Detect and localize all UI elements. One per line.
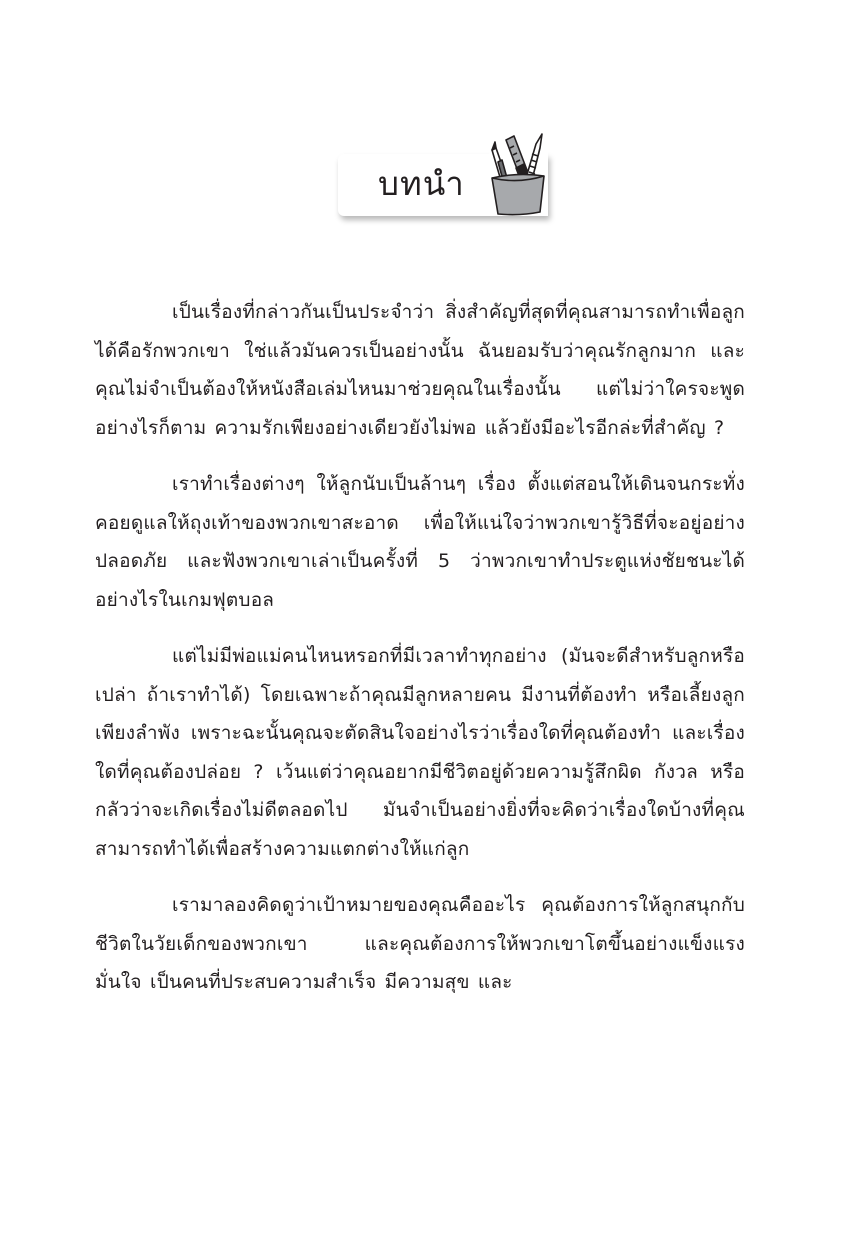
document-body (95, 293, 745, 1020)
paragraph-1: เป็นเรื่องที่กล่าวกันเป็นประจำว่า สิ่งสำคัญที่สุดที่คุณสามารถทำเพื่อลูกได้คือรักพวกเขา ใช่แล้วมันควรเป็นอย่างนั้น ฉันยอมรับว่าคุณรักลูกมาก และคุณไม่จำเป็นต้องให้หนังสือเล่มไหนมาช่วยคุณในเรื่องนั้น แต่ไม่ว่าใครจะพูดอย่างไรก็ตาม ความรักเพียงอย่างเดียวยังไม่พอ แล้วยังมีอะไรอีกล่ะที่สำคัญ ? (95, 301, 745, 439)
paragraph-3: แต่ไม่มีพ่อแม่คนไหนหรอกที่มีเวลาทำทุกอย่าง (มันจะดีสำหรับลูกหรือเปล่า ถ้าเราทำได้) โดยเฉพาะถ้าคุณมีลูกหลายคน มีงานที่ต้องทำ หรือเลี้ยงลูกเพียงลำพัง เพราะฉะนั้นคุณจะตัดสินใจอย่างไรว่าเรื่องใดที่คุณต้องทำ และเรื่องใดที่คุณต้องปล่อย ? เว้นแต่ว่าคุณอยากมีชีวิตอยู่ด้วยความรู้สึกผิด กังวล หรือกลัวว่าจะเกิดเรื่องไม่ดีตลอดไป มันจำเป็นอย่างยิ่งที่จะคิดว่าเรื่องใดบ้างที่คุณสามารถทำได้เพื่อสร้างความแตกต่างให้แก่ลูก (95, 645, 745, 860)
paragraph-2: เราทำเรื่องต่างๆ ให้ลูกนับเป็นล้านๆ เรื่อง ตั้งแต่สอนให้เดินจนกระทั่งคอยดูแลให้ถุงเท้าของพวกเขาสะอาด เพื่อให้แน่ใจว่าพวกเขารู้วิธีที่จะอยู่อย่างปลอดภัย และฟังพวกเขาเล่าเป็นครั้งที่ 5 ว่าพวกเขาทำประตูแห่งชัยชนะได้อย่างไรในเกมฟุตบอล (95, 473, 745, 611)
pencil-cup-icon (486, 128, 548, 218)
paragraph-4: เรามาลองคิดดูว่าเป้าหมายของคุณคืออะไร คุณต้องการให้ลูกสนุกกับชีวิตในวัยเด็กของพวกเขา และคุณต้องการให้พวกเขาโตขึ้นอย่างแข็งแรง มั่นใจ เป็นคนที่ประสบความสำเร็จ มีความสุข และ (95, 894, 745, 993)
chapter-title: บทนำ (378, 164, 465, 203)
